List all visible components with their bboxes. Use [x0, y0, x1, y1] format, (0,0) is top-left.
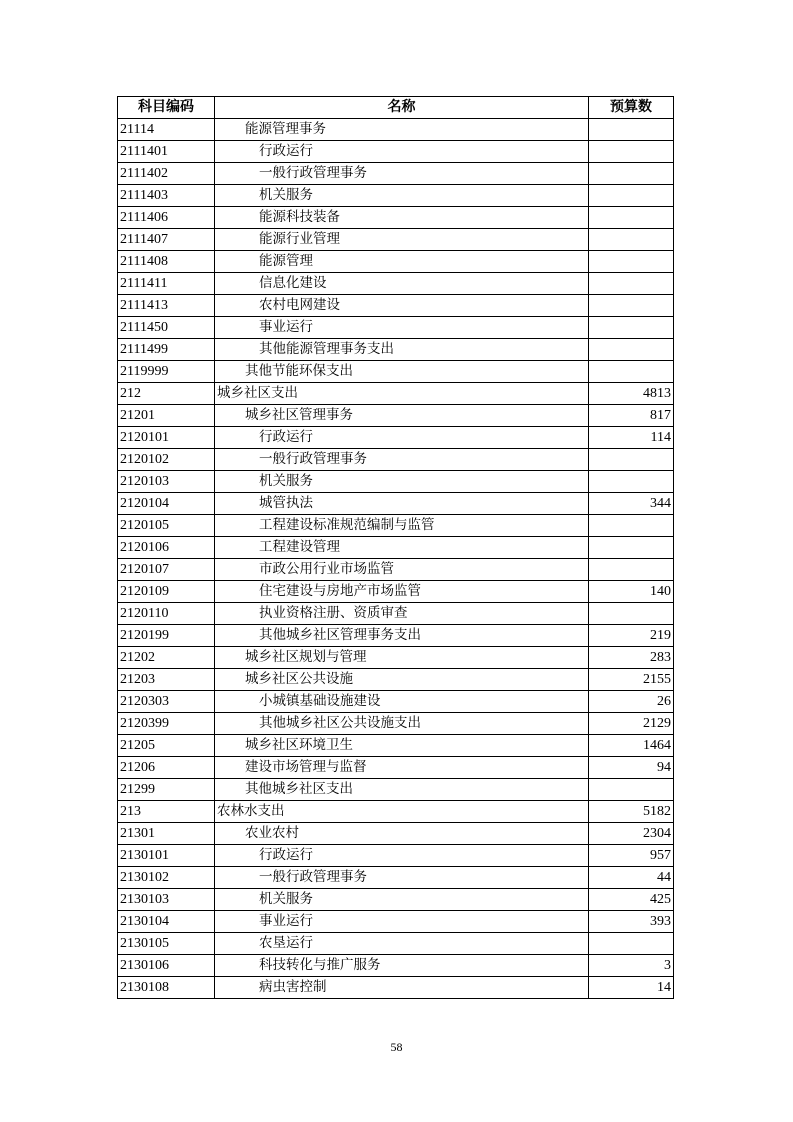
row-name: 城乡社区规划与管理 [215, 647, 589, 669]
row-code: 2130103 [118, 889, 215, 911]
table-row [118, 537, 674, 559]
row-code: 2120102 [118, 449, 215, 471]
row-name: 农林水支出 [215, 801, 589, 823]
row-name: 执业资格注册、资质审查 [215, 603, 589, 625]
row-name: 行政运行 [215, 845, 589, 867]
row-amount [589, 295, 674, 317]
row-code: 2130102 [118, 867, 215, 889]
row-name: 城乡社区公共设施 [215, 669, 589, 691]
header-code: 科目编码 [118, 97, 215, 119]
table-row [118, 361, 674, 383]
row-amount [589, 163, 674, 185]
row-name: 住宅建设与房地产市场监管 [215, 581, 589, 603]
row-code: 2130106 [118, 955, 215, 977]
row-amount [589, 361, 674, 383]
row-code: 21202 [118, 647, 215, 669]
row-amount [589, 141, 674, 163]
row-code: 2119999 [118, 361, 215, 383]
row-amount: 4813 [589, 383, 674, 405]
table-row [118, 383, 674, 405]
row-amount [589, 559, 674, 581]
table-body [118, 119, 674, 999]
row-amount: 44 [589, 867, 674, 889]
row-name: 事业运行 [215, 911, 589, 933]
row-code: 2111403 [118, 185, 215, 207]
header-row [118, 97, 674, 119]
row-code: 2120107 [118, 559, 215, 581]
row-code: 2111411 [118, 273, 215, 295]
row-amount: 5182 [589, 801, 674, 823]
row-code: 2111450 [118, 317, 215, 339]
table-row [118, 845, 674, 867]
row-name: 农村电网建设 [215, 295, 589, 317]
row-amount: 817 [589, 405, 674, 427]
row-name: 一般行政管理事务 [215, 449, 589, 471]
table-header [118, 97, 674, 119]
row-name: 农业农村 [215, 823, 589, 845]
row-name: 其他节能环保支出 [215, 361, 589, 383]
table-row [118, 933, 674, 955]
table-row [118, 119, 674, 141]
row-amount: 957 [589, 845, 674, 867]
row-amount [589, 251, 674, 273]
row-amount: 94 [589, 757, 674, 779]
row-name: 建设市场管理与监督 [215, 757, 589, 779]
row-amount: 219 [589, 625, 674, 647]
table-row [118, 867, 674, 889]
row-name: 城乡社区支出 [215, 383, 589, 405]
header-name: 名称 [215, 97, 589, 119]
table-row [118, 669, 674, 691]
row-name: 一般行政管理事务 [215, 867, 589, 889]
table-row [118, 251, 674, 273]
table-row [118, 823, 674, 845]
row-code: 2120104 [118, 493, 215, 515]
table-row [118, 317, 674, 339]
page-number: 58 [390, 1040, 403, 1054]
row-code: 2120199 [118, 625, 215, 647]
table-row [118, 185, 674, 207]
table-row [118, 647, 674, 669]
row-amount: 2129 [589, 713, 674, 735]
row-code: 2130108 [118, 977, 215, 999]
row-code: 2120101 [118, 427, 215, 449]
row-amount [589, 339, 674, 361]
row-code: 2111413 [118, 295, 215, 317]
row-code: 2120106 [118, 537, 215, 559]
row-name: 城乡社区管理事务 [215, 405, 589, 427]
table-row [118, 427, 674, 449]
row-name: 城管执法 [215, 493, 589, 515]
row-code: 2111408 [118, 251, 215, 273]
row-amount: 114 [589, 427, 674, 449]
row-name: 一般行政管理事务 [215, 163, 589, 185]
row-code: 2120105 [118, 515, 215, 537]
table-row [118, 229, 674, 251]
row-name: 信息化建设 [215, 273, 589, 295]
row-amount: 3 [589, 955, 674, 977]
row-code: 2130105 [118, 933, 215, 955]
table-row [118, 493, 674, 515]
table-row [118, 713, 674, 735]
table-row [118, 449, 674, 471]
row-name: 能源科技装备 [215, 207, 589, 229]
row-name: 机关服务 [215, 471, 589, 493]
table-row [118, 581, 674, 603]
row-amount [589, 515, 674, 537]
row-code: 21206 [118, 757, 215, 779]
row-amount [589, 273, 674, 295]
row-amount: 344 [589, 493, 674, 515]
row-amount [589, 537, 674, 559]
row-amount [589, 229, 674, 251]
row-name: 其他能源管理事务支出 [215, 339, 589, 361]
row-code: 21203 [118, 669, 215, 691]
row-amount [589, 207, 674, 229]
row-name: 机关服务 [215, 889, 589, 911]
table-row [118, 955, 674, 977]
row-name: 农垦运行 [215, 933, 589, 955]
table-row [118, 691, 674, 713]
row-amount [589, 119, 674, 141]
row-amount [589, 933, 674, 955]
row-name: 小城镇基础设施建设 [215, 691, 589, 713]
row-name: 其他城乡社区管理事务支出 [215, 625, 589, 647]
row-code: 2111407 [118, 229, 215, 251]
row-code: 2111499 [118, 339, 215, 361]
table-row [118, 339, 674, 361]
row-name: 科技转化与推广服务 [215, 955, 589, 977]
row-code: 2111402 [118, 163, 215, 185]
row-code: 2130101 [118, 845, 215, 867]
row-amount: 14 [589, 977, 674, 999]
table-row [118, 757, 674, 779]
row-name: 其他城乡社区支出 [215, 779, 589, 801]
row-code: 2120303 [118, 691, 215, 713]
row-code: 2120110 [118, 603, 215, 625]
row-name: 工程建设标准规范编制与监管 [215, 515, 589, 537]
row-name: 其他城乡社区公共设施支出 [215, 713, 589, 735]
row-name: 行政运行 [215, 427, 589, 449]
row-amount: 283 [589, 647, 674, 669]
row-code: 2130104 [118, 911, 215, 933]
table-row [118, 779, 674, 801]
row-code: 21201 [118, 405, 215, 427]
row-amount [589, 185, 674, 207]
row-code: 2120103 [118, 471, 215, 493]
row-amount: 140 [589, 581, 674, 603]
row-name: 病虫害控制 [215, 977, 589, 999]
row-amount [589, 779, 674, 801]
table-row [118, 911, 674, 933]
row-amount [589, 449, 674, 471]
row-amount [589, 317, 674, 339]
row-code: 21205 [118, 735, 215, 757]
row-code: 21301 [118, 823, 215, 845]
header-amount: 预算数 [589, 97, 674, 119]
row-amount: 2155 [589, 669, 674, 691]
row-name: 能源管理 [215, 251, 589, 273]
table-row [118, 405, 674, 427]
row-code: 21114 [118, 119, 215, 141]
table-row [118, 273, 674, 295]
table-row [118, 559, 674, 581]
row-name: 行政运行 [215, 141, 589, 163]
row-amount: 1464 [589, 735, 674, 757]
table-row [118, 889, 674, 911]
row-code: 21299 [118, 779, 215, 801]
table-row [118, 141, 674, 163]
table-row [118, 207, 674, 229]
row-amount [589, 471, 674, 493]
table-row [118, 801, 674, 823]
row-name: 机关服务 [215, 185, 589, 207]
row-name: 工程建设管理 [215, 537, 589, 559]
row-amount [589, 603, 674, 625]
row-name: 能源行业管理 [215, 229, 589, 251]
row-code: 2111401 [118, 141, 215, 163]
row-code: 2111406 [118, 207, 215, 229]
budget-table [117, 96, 674, 999]
table-row [118, 295, 674, 317]
row-code: 212 [118, 383, 215, 405]
row-name: 市政公用行业市场监管 [215, 559, 589, 581]
table-row [118, 977, 674, 999]
table-row [118, 735, 674, 757]
row-name: 城乡社区环境卫生 [215, 735, 589, 757]
row-amount: 393 [589, 911, 674, 933]
row-amount: 26 [589, 691, 674, 713]
row-amount: 425 [589, 889, 674, 911]
table-row [118, 625, 674, 647]
table-row [118, 163, 674, 185]
row-code: 2120399 [118, 713, 215, 735]
row-amount: 2304 [589, 823, 674, 845]
row-code: 2120109 [118, 581, 215, 603]
table-row [118, 515, 674, 537]
row-code: 213 [118, 801, 215, 823]
row-name: 事业运行 [215, 317, 589, 339]
row-name: 能源管理事务 [215, 119, 589, 141]
table-row [118, 471, 674, 493]
table-row [118, 603, 674, 625]
